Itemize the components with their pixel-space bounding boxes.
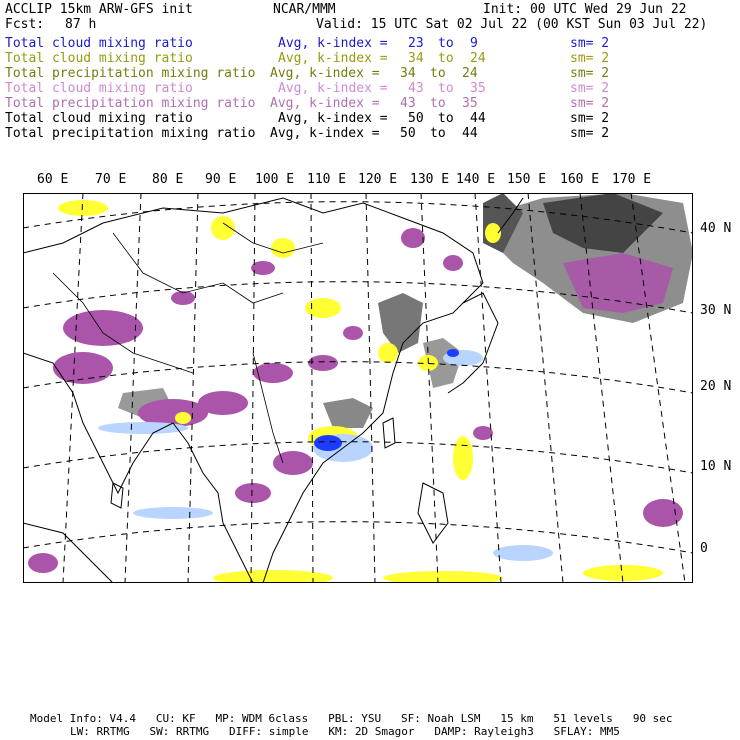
model-info-value: V4.4 [109,712,136,725]
legend-to: to [430,126,446,141]
center-label: NCAR/MMM [273,2,336,17]
legend-k-start: 50 [408,111,424,126]
lat-label: 30 N [700,303,732,318]
legend-k-start: 43 [408,81,424,96]
legend-field-name: Total cloud mixing ratio [5,111,193,126]
legend-to: to [438,81,454,96]
legend-smoothing: sm= 2 [570,81,610,96]
fcst-label: Fcst: [5,17,45,32]
lon-label: 80 E [152,172,184,187]
lon-label: 130 E [410,172,450,187]
lat-label: 40 N [700,221,732,236]
lat-label: 10 N [700,459,732,474]
legend-field-name: Total cloud mixing ratio [5,81,193,96]
model-info-value: 2D Smagor [354,725,415,738]
legend-stat: Avg, k-index = [278,36,396,51]
lon-label: 90 E [205,172,237,187]
legend-field-name: Total precipitation mixing ratio [5,66,256,81]
legend-k-start: 34 [400,66,416,81]
valid-time: Valid: 15 UTC Sat 02 Jul 22 (00 KST Sun 03 Jul 22) [316,17,708,32]
model-info-value: 90 sec [632,712,673,725]
legend-smoothing: sm= 2 [570,111,610,126]
model-info-key: Model Info: [30,712,110,725]
legend-stat: Avg, k-index = [270,66,388,81]
lon-label: 70 E [95,172,127,187]
model-info-key: PBL: [328,712,362,725]
legend-k-end: 35 [470,81,486,96]
model-info-value: Noah LSM [427,712,481,725]
model-info-line-1 [30,712,673,725]
legend-k-end: 24 [462,66,478,81]
legend-k-start: 34 [408,51,424,66]
lon-label: 60 E [37,172,69,187]
lon-label: 140 E [456,172,496,187]
model-info-line-2 [70,725,620,738]
fcst-value: 87 h [65,17,97,32]
lon-label: 110 E [307,172,347,187]
model-info-key: LW: [70,725,97,738]
lon-label: 120 E [358,172,398,187]
legend-to: to [438,51,454,66]
model-info-value: Rayleigh3 [474,725,534,738]
legend-k-start: 43 [400,96,416,111]
legend-to: to [438,36,454,51]
lon-label: 100 E [255,172,295,187]
model-info-value: RRTMG [96,725,130,738]
legend-k-end: 44 [470,111,486,126]
legend-field-name: Total precipitation mixing ratio [5,96,256,111]
model-info-value: 51 levels [553,712,613,725]
legend-stat: Avg, k-index = [278,51,396,66]
legend-stat: Avg, k-index = [278,81,396,96]
legend-k-start: 50 [400,126,416,141]
model-info-value: KF [182,712,196,725]
legend-k-end: 44 [462,126,478,141]
model-info-key: CU: [155,712,183,725]
legend-k-end: 35 [462,96,478,111]
legend-smoothing: sm= 2 [570,126,610,141]
model-info-value: MM5 [599,725,620,738]
legend-smoothing: sm= 2 [570,36,610,51]
model-info-key: DIFF: [229,725,269,738]
lat-label: 0 [700,541,708,556]
model-info-key: KM: [328,725,355,738]
legend-stat: Avg, k-index = [270,126,388,141]
lat-label: 20 N [700,379,732,394]
model-info-value: YSU [361,712,382,725]
plot-title: ACCLIP 15km ARW-GFS init [5,2,193,17]
legend-stat: Avg, k-index = [278,111,396,126]
model-info-key: SW: [149,725,176,738]
lon-label: 160 E [560,172,600,187]
model-info-value: RRTMG [176,725,210,738]
legend-smoothing: sm= 2 [570,96,610,111]
lon-label: 170 E [612,172,652,187]
legend-to: to [438,111,454,126]
legend-field-name: Total precipitation mixing ratio [5,126,256,141]
model-info-value: WDM 6class [241,712,309,725]
legend-smoothing: sm= 2 [570,51,610,66]
legend-k-start: 23 [408,36,424,51]
legend-smoothing: sm= 2 [570,66,610,81]
model-info-key: DAMP: [434,725,475,738]
lon-label: 150 E [507,172,547,187]
model-info-key: MP: [215,712,242,725]
legend-to: to [430,96,446,111]
legend-field-name: Total cloud mixing ratio [5,36,193,51]
model-info-value: simple [268,725,309,738]
legend-k-end: 24 [470,51,486,66]
legend-k-end: 9 [470,36,478,51]
legend-to: to [430,66,446,81]
legend-field-name: Total cloud mixing ratio [5,51,193,66]
model-info-value: 15 km [500,712,534,725]
model-info-key: SF: [400,712,428,725]
init-time: Init: 00 UTC Wed 29 Jun 22 [483,2,687,17]
legend-stat: Avg, k-index = [270,96,388,111]
map-panel [23,193,693,583]
model-info-key: SFLAY: [553,725,600,738]
